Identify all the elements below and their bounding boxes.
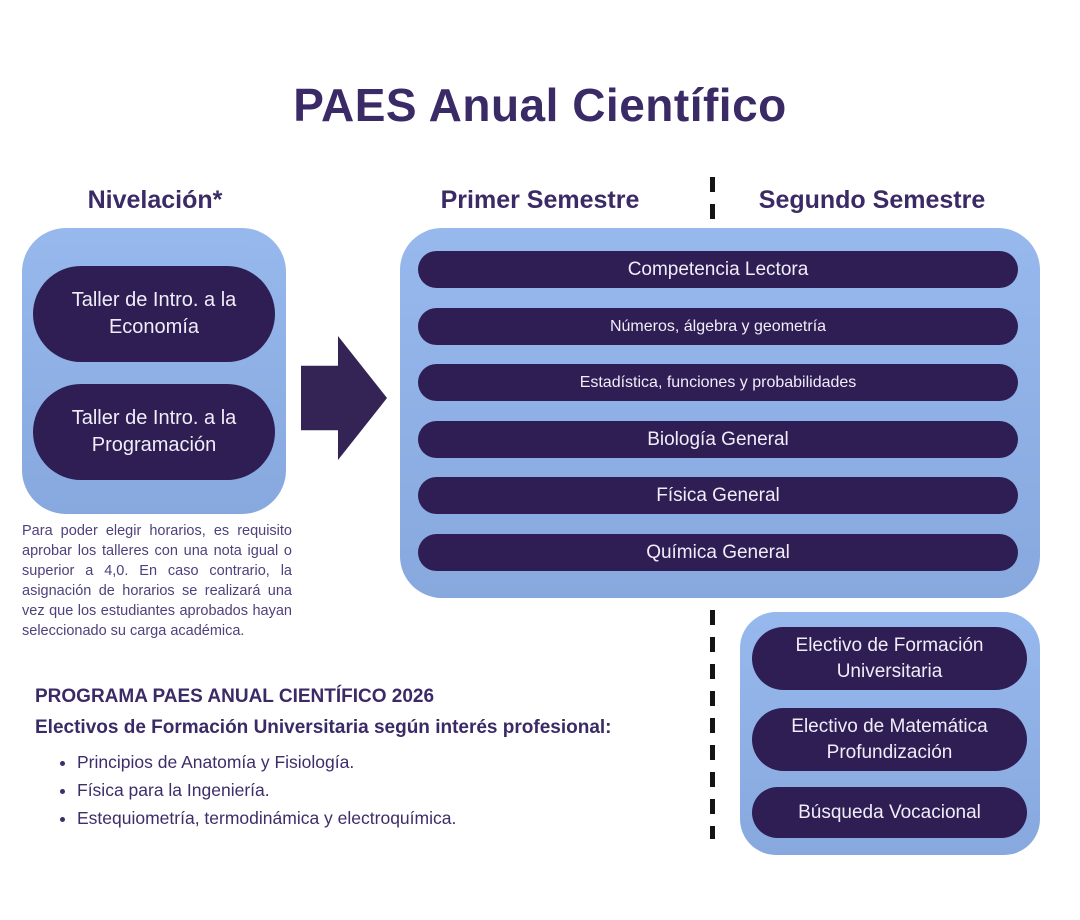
course-pill: Taller de Intro. a la Programación [33,384,275,480]
nivelacion-footnote: Para poder elegir horarios, es requisito aprobar los talleres con una nota igual o superior a 4,0. En caso contrario, la asignación de horarios se realizará una vez que los estudiantes aprobados hayan seleccionado su carga académica. [22,523,292,639]
semester-divider-top [710,177,715,227]
program-section [35,684,675,832]
course-pill: Búsqueda Vocacional [752,787,1027,838]
course-pill: Física General [418,477,1018,514]
page-title: PAES Anual Científico [293,79,787,131]
course-pill: Estadística, funciones y probabilidades [418,364,1018,401]
course-pill: Números, álgebra y geometría [418,308,1018,345]
semester-divider-bottom [710,610,715,839]
course-pill: Taller de Intro. a la Economía [33,266,275,362]
elective-item: • Principios de Anatomía y Fisiología. [77,748,675,776]
course-pill: Electivo de Formación Universitaria [752,627,1027,690]
program-heading: PROGRAMA PAES ANUAL CIENTÍFICO 2026 [35,686,435,707]
flow-arrow-icon [301,336,387,460]
course-pill: Química General [418,534,1018,571]
elective-item: • Estequiometría, termodinámica y electroquímica. [77,804,675,832]
course-pill: Competencia Lectora [418,251,1018,288]
primer-semestre-header: Primer Semestre [440,186,640,214]
course-pill: Biología General [418,421,1018,458]
nivelacion-header: Nivelación* [87,186,223,214]
elective-item: • Física para la Ingeniería. [77,776,675,804]
program-subheading: Electivos de Formación Universitaria según interés profesional: [35,716,612,738]
electives-list [35,748,675,832]
segundo-semestre-header: Segundo Semestre [758,186,986,214]
course-pill: Electivo de Matemática Profundización [752,708,1027,771]
